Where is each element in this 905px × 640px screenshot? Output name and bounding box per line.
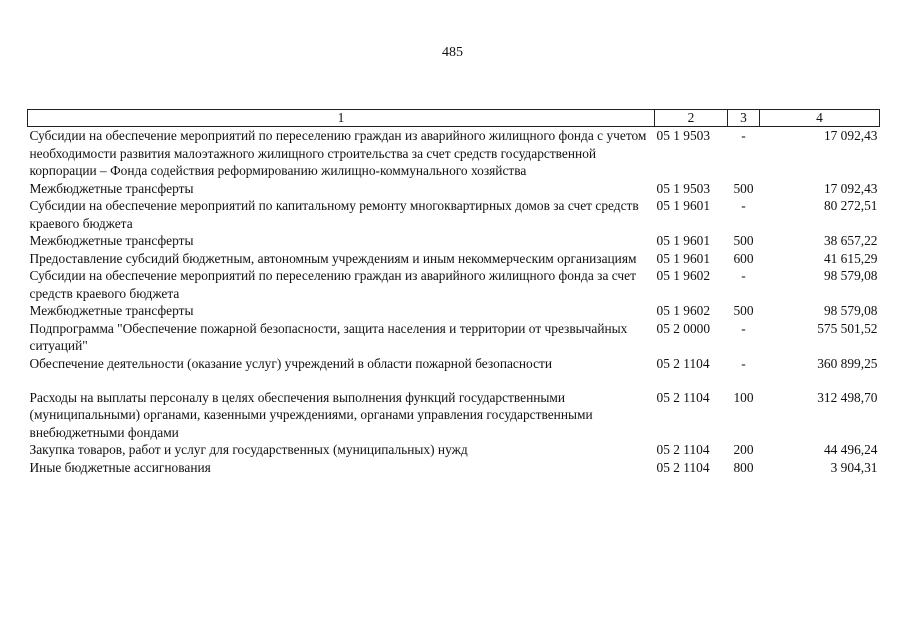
table-row: [28, 267, 880, 302]
row-name: Межбюджетные трансферты: [29, 233, 194, 248]
row-name: Обеспечение деятельности (оказание услуг) учреждений в области пожарной безопасности: [29, 355, 553, 371]
row-expense-type: 200: [733, 442, 754, 457]
row-code: 05 1 9601: [656, 198, 711, 213]
row-code: 05 2 0000: [656, 320, 711, 336]
row-name: Межбюджетные трансферты: [29, 303, 194, 318]
table-row: [28, 355, 880, 389]
row-code: 05 1 9601: [656, 233, 711, 248]
row-code: 05 2 1104: [656, 389, 710, 405]
row-name: Закупка товаров, работ и услуг для государственных (муниципальных) нужд: [29, 442, 468, 457]
table-header: [28, 110, 880, 127]
row-code: 05 2 1104: [656, 442, 710, 457]
row-expense-type: -: [741, 355, 746, 371]
header-column-3: 3: [728, 110, 760, 127]
table-row: [28, 127, 880, 180]
row-name: Субсидии на обеспечение мероприятий по переселению граждан из аварийного жилищного фонда за счет средств краевого бюджета: [29, 268, 636, 301]
budget-table: [27, 109, 880, 476]
header-column-4: 4: [760, 110, 880, 127]
header-column-1: 1: [28, 110, 655, 127]
row-amount: 575 501,52: [817, 320, 878, 336]
page-number: 485: [442, 45, 463, 60]
row-expense-type: -: [741, 268, 746, 283]
row-name: Иные бюджетные ассигнования: [29, 459, 211, 475]
table-row: [28, 197, 880, 232]
row-expense-type: 500: [733, 303, 754, 318]
table-row: [28, 180, 880, 198]
row-name: Предоставление субсидий бюджетным, автономным учреждениям и иным некоммерческим организациям: [29, 250, 637, 266]
row-amount: 80 272,51: [823, 198, 878, 213]
row-code: 05 2 1104: [656, 355, 710, 371]
row-name: Субсидии на обеспечение мероприятий по капитальному ремонту многоквартирных домов за счет средств краевого бюджета: [29, 198, 639, 231]
row-name: Подпрограмма "Обеспечение пожарной безопасности, защита населения и территории от чрезвычайных ситуаций": [29, 320, 628, 353]
row-code: 05 1 9602: [656, 303, 711, 318]
table-row: [28, 459, 880, 477]
row-expense-type: 100: [733, 389, 754, 405]
table-row: [28, 250, 880, 268]
row-amount: 360 899,25: [817, 355, 878, 371]
row-expense-type: -: [741, 198, 746, 213]
table-row: [28, 320, 880, 355]
table-row: [28, 302, 880, 320]
row-amount: 41 615,29: [823, 250, 878, 266]
row-amount: 44 496,24: [823, 442, 878, 457]
row-amount: 98 579,08: [823, 268, 878, 283]
row-amount: 98 579,08: [823, 303, 878, 318]
table-row: [28, 232, 880, 250]
row-expense-type: 500: [733, 180, 754, 196]
table-row: [28, 389, 880, 442]
row-expense-type: 600: [733, 250, 754, 266]
row-expense-type: 800: [733, 459, 754, 475]
row-name: Межбюджетные трансферты: [29, 180, 194, 196]
row-name: Расходы на выплаты персоналу в целях обеспечения выполнения функций государственными (муниципальными) органами, казенными учреждениями, органами управления государственными внебюджетными фондами: [29, 389, 593, 440]
row-amount: 312 498,70: [817, 389, 878, 405]
row-name: Субсидии на обеспечение мероприятий по переселению граждан из аварийного жилищного фонда с учетом необходимости развития малоэтажного жилищного строительства за счет средств государственной корпорации – Фонда содействия реформированию жилищно-коммунального хозяйства: [29, 128, 647, 178]
row-amount: 38 657,22: [823, 233, 878, 248]
row-amount: 17 092,43: [823, 128, 878, 143]
row-expense-type: -: [741, 128, 746, 143]
row-expense-type: -: [741, 320, 746, 336]
row-code: 05 1 9503: [656, 180, 711, 196]
row-code: 05 2 1104: [656, 459, 710, 475]
row-expense-type: 500: [733, 233, 754, 248]
row-code: 05 1 9601: [656, 250, 711, 266]
row-code: 05 1 9602: [656, 268, 711, 283]
row-amount: 3 904,31: [830, 459, 878, 475]
table-row: [28, 441, 880, 459]
header-column-2: 2: [655, 110, 728, 127]
row-amount: 17 092,43: [823, 180, 878, 196]
row-code: 05 1 9503: [656, 128, 711, 143]
